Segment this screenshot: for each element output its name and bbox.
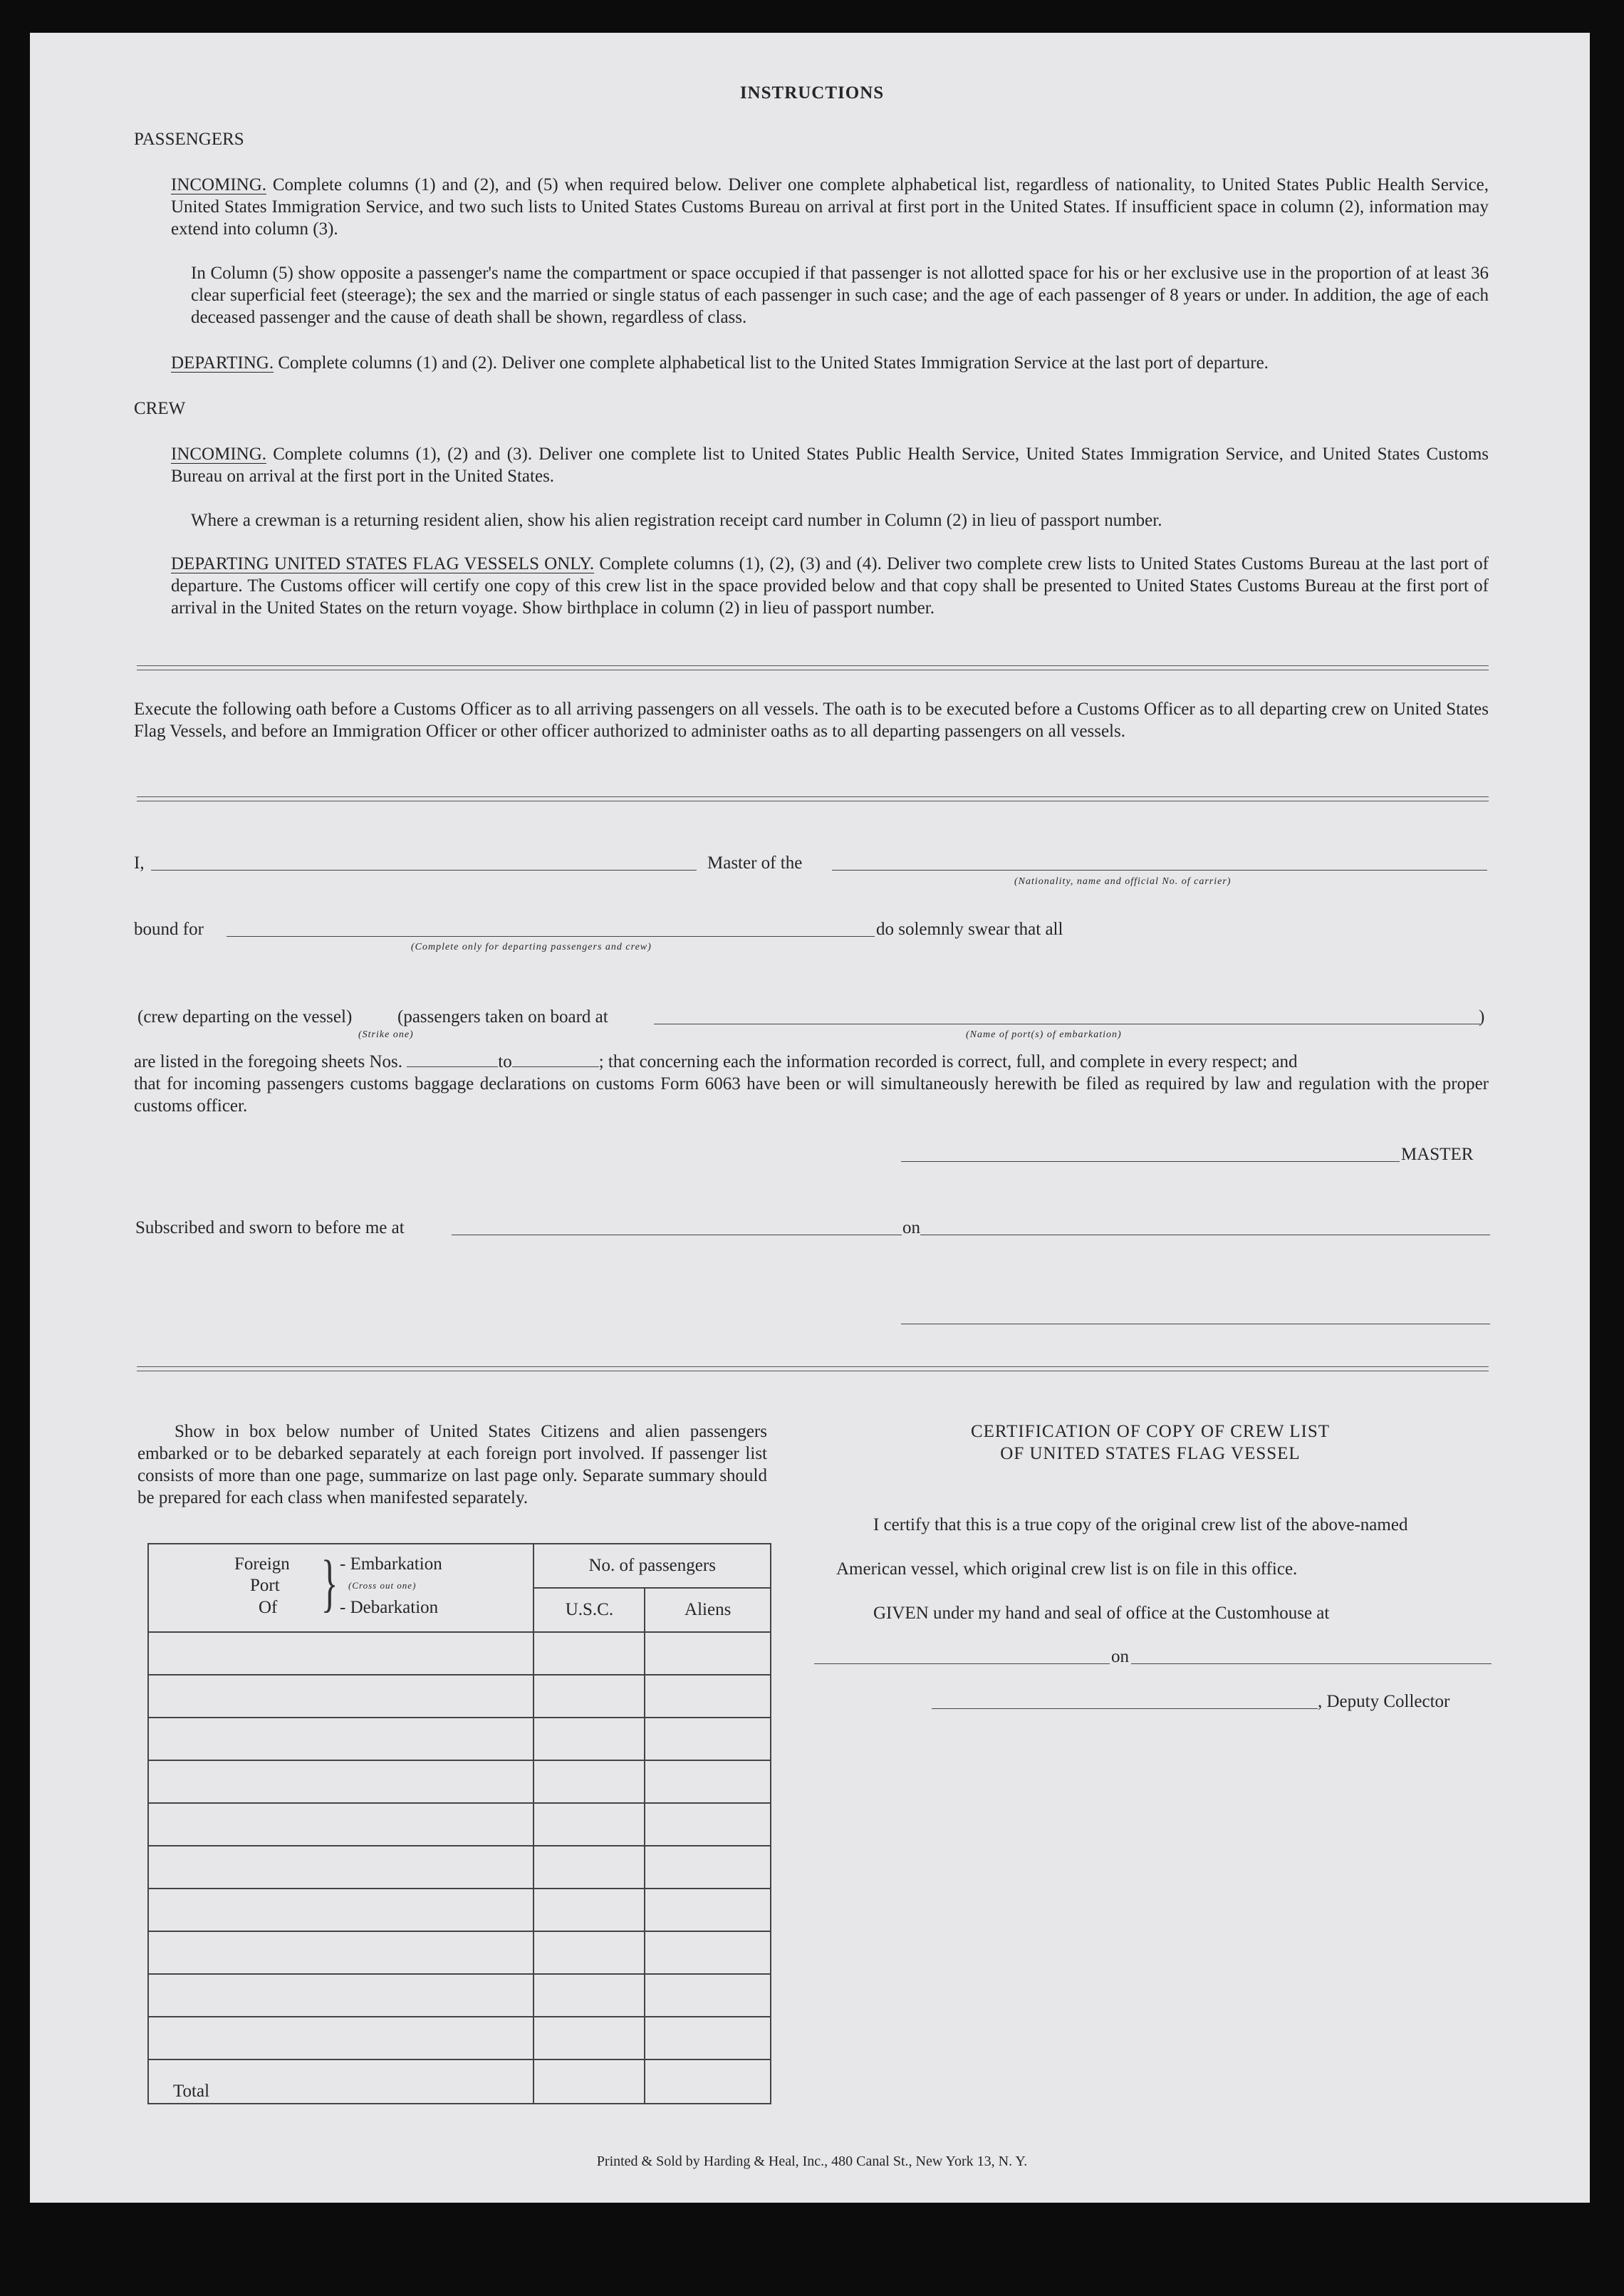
usc-cell[interactable]	[533, 1760, 645, 1803]
port-cell[interactable]	[148, 1718, 533, 1760]
subscribed-label: Subscribed and sworn to before me at	[135, 1218, 405, 1237]
passenger-summary-table	[147, 1543, 771, 2104]
total-label: Total	[148, 2059, 533, 2104]
oath-passengers-paren: (passengers taken on board at	[397, 1007, 608, 1027]
sheet-from-field[interactable]	[407, 1051, 498, 1067]
usc-cell[interactable]	[533, 1931, 645, 1974]
aliens-cell[interactable]	[645, 1760, 771, 1803]
aliens-cell[interactable]	[645, 2017, 771, 2059]
given-text: GIVEN under my hand and seal of office at the Customhouse at	[873, 1604, 1330, 1623]
cross-out-caption: (Cross out one)	[348, 1580, 417, 1591]
sworn-on-label: on	[902, 1218, 920, 1237]
oath-listed-prefix: are listed in the foregoing sheets Nos.	[134, 1052, 402, 1071]
oath-i-label: I,	[134, 853, 145, 873]
total-row	[148, 2059, 771, 2104]
col-passengers: No. of passengers	[533, 1544, 771, 1588]
usc-cell[interactable]	[533, 1846, 645, 1889]
col-aliens: Aliens	[645, 1588, 771, 1632]
cert-date-field[interactable]	[1131, 1663, 1492, 1664]
master-signature-field[interactable]	[901, 1161, 1400, 1162]
foreign-port-header	[148, 1544, 533, 1632]
port-cell[interactable]	[148, 1889, 533, 1931]
port-caption: (Name of port(s) of embarkation)	[966, 1029, 1122, 1040]
master-name-field[interactable]	[151, 870, 697, 871]
aliens-cell[interactable]	[645, 1803, 771, 1846]
oath-close-paren: )	[1479, 1007, 1485, 1027]
oath-swear-label: do solemnly swear that all	[876, 920, 1063, 939]
usc-cell[interactable]	[533, 1889, 645, 1931]
usc-cell[interactable]	[533, 2017, 645, 2059]
col-port: Port	[250, 1576, 280, 1595]
table-row	[148, 1974, 771, 2017]
table-row	[148, 1846, 771, 1889]
printer-footer: Printed & Sold by Harding & Heal, Inc., 480 Canal St., New York 13, N. Y.	[596, 2154, 1028, 2169]
passengers-incoming-paragraph	[171, 174, 1489, 240]
sheet-to-field[interactable]	[512, 1051, 599, 1067]
passengers-departing-text: Complete columns (1) and (2). Deliver one complete alphabetical list to the United States Immigration Service at the last port of departure.	[278, 353, 1269, 373]
crew-resident-paragraph: Where a crewman is a returning resident alien, show his alien registration receipt card number in Column (2) in lieu of passport number.	[191, 511, 1162, 530]
oath-listed-suffix: ; that concerning each the information recorded is correct, full, and complete in every respect; and	[598, 1052, 1298, 1071]
total-usc-cell[interactable]	[533, 2059, 645, 2104]
crew-heading: CREW	[134, 399, 186, 418]
table-row	[148, 1760, 771, 1803]
table-row	[148, 1931, 771, 1974]
aliens-cell[interactable]	[645, 1632, 771, 1675]
usc-cell[interactable]	[533, 1632, 645, 1675]
table-row	[148, 1803, 771, 1846]
oath-listed-line	[134, 1051, 1489, 1073]
col-usc: U.S.C.	[533, 1588, 645, 1632]
deputy-collector-label: , Deputy Collector	[1318, 1692, 1450, 1711]
table-row	[148, 1889, 771, 1931]
table-row	[148, 1718, 771, 1760]
certification-title-1: CERTIFICATION OF COPY OF CREW LIST	[970, 1422, 1331, 1441]
summary-instruction: Show in box below number of United States Citizens and alien passengers embarked or to be debarked separately at each foreign port involved. If passenger list consists of more than one page, summarize on last page only. Separate summary should be prepared for each class when manifested separately.	[137, 1422, 767, 1507]
bound-caption: (Complete only for departing passengers and crew)	[411, 942, 652, 952]
aliens-cell[interactable]	[645, 1974, 771, 2017]
crew-departing-text: Complete columns (1), (2), (3) and (4). Deliver two complete crew lists to United States Customs Bureau at the last port of departure. The Customs officer will certify one copy of this crew list in the space provided below and that copy shall be presented to United States Customs Bureau at the first port of arrival in the United States on the return voyage. Show birthplace in column (2) in lieu of passport number.	[171, 554, 1489, 618]
crew-incoming-paragraph	[171, 443, 1489, 487]
oath-to-label: to	[498, 1052, 512, 1071]
aliens-cell[interactable]	[645, 1846, 771, 1889]
port-cell[interactable]	[148, 1974, 533, 2017]
debarkation-label: - Debarkation	[340, 1598, 439, 1617]
usc-cell[interactable]	[533, 1718, 645, 1760]
table-row	[148, 1675, 771, 1718]
strike-caption: (Strike one)	[358, 1029, 414, 1040]
page-title: INSTRUCTIONS	[739, 83, 885, 103]
certify-line-1: I certify that this is a true copy of the original crew list of the above-named	[873, 1515, 1408, 1534]
total-aliens-cell[interactable]	[645, 2059, 771, 2104]
port-cell[interactable]	[148, 1931, 533, 1974]
certify-line-2: American vessel, which original crew list is on file in this office.	[836, 1559, 1298, 1579]
usc-cell[interactable]	[533, 1803, 645, 1846]
passengers-incoming-text: Complete columns (1) and (2), and (5) when required below. Deliver one complete alphabetical list, regardless of nationality, to United States Public Health Service, United States Immigration Service, and two such lists to United States Customs Bureau on arrival at first port in the United States. If insufficient space in column (2), information may extend into column (3).	[171, 175, 1489, 239]
port-cell[interactable]	[148, 1675, 533, 1718]
table-header-row	[148, 1544, 771, 1588]
aliens-cell[interactable]	[645, 1718, 771, 1760]
port-cell[interactable]	[148, 1846, 533, 1889]
oath-instruction-paragraph: Execute the following oath before a Customs Officer as to all arriving passengers on all vessels. The oath is to be executed before a Customs Officer as to all departing crew on United States Flag Vessels, and before an Immigration Officer or other officer authorized to administer oaths as to all departing passengers on all vessels.	[134, 700, 1489, 741]
usc-cell[interactable]	[533, 1675, 645, 1718]
bound-for-field[interactable]	[227, 936, 875, 937]
port-cell[interactable]	[148, 2017, 533, 2059]
deputy-collector-signature-field[interactable]	[932, 1708, 1318, 1709]
passengers-departing-paragraph	[171, 352, 1489, 374]
divider-1	[137, 665, 1489, 670]
oath-bound-for-label: bound for	[134, 920, 204, 939]
certification-title-2: OF UNITED STATES FLAG VESSEL	[1000, 1444, 1301, 1463]
col-foreign: Foreign	[234, 1554, 290, 1574]
carrier-field[interactable]	[832, 870, 1487, 871]
port-cell[interactable]	[148, 1803, 533, 1846]
crew-incoming-label: INCOMING.	[171, 445, 267, 464]
passengers-departing-label: DEPARTING.	[171, 353, 274, 373]
aliens-cell[interactable]	[645, 1889, 771, 1931]
customhouse-field[interactable]	[814, 1663, 1110, 1664]
usc-cell[interactable]	[533, 1974, 645, 2017]
crew-departing-paragraph	[171, 553, 1489, 619]
oath-master-of-label: Master of the	[707, 853, 803, 873]
port-cell[interactable]	[148, 1632, 533, 1675]
divider-2	[137, 796, 1489, 801]
oath-listed-rest: that for incoming passengers customs baggage declarations on customs Form 6063 have been or will simultaneously herewith be filed as required by law and regulation with the proper customs officer.	[134, 1074, 1489, 1116]
col-of: Of	[259, 1598, 278, 1617]
passengers-heading: PASSENGERS	[134, 130, 244, 149]
master-label: MASTER	[1401, 1145, 1474, 1164]
table-row	[148, 2017, 771, 2059]
table-row	[148, 1632, 771, 1675]
carrier-caption: (Nationality, name and official No. of carrier)	[1014, 876, 1232, 887]
crew-incoming-text: Complete columns (1), (2) and (3). Deliver one complete list to United States Public Health Service, United States Immigration Service, and United States Customs Bureau on arrival at the first port in the United States.	[171, 445, 1489, 486]
oath-crew-paren: (crew departing on the vessel)	[137, 1007, 353, 1027]
passengers-incoming-label: INCOMING.	[171, 175, 267, 194]
crew-departing-label: DEPARTING UNITED STATES FLAG VESSELS ONLY.	[171, 554, 595, 573]
embarkation-label: - Embarkation	[340, 1554, 442, 1574]
aliens-cell[interactable]	[645, 1931, 771, 1974]
cert-on-label: on	[1111, 1647, 1129, 1666]
divider-3	[137, 1366, 1489, 1371]
brace-icon: }	[321, 1548, 338, 1619]
port-cell[interactable]	[148, 1760, 533, 1803]
passengers-column5-paragraph: In Column (5) show opposite a passenger's name the compartment or space occupied if that passenger is not allotted space for his or her exclusive use in the proportion of at least 36 clear superficial feet (steerage); the sex and the married or single status of each passenger in such case; and the age of each passenger of 8 years or under. In addition, the age of each deceased passenger and the cause of death shall be shown, regardless of class.	[191, 264, 1489, 327]
aliens-cell[interactable]	[645, 1675, 771, 1718]
